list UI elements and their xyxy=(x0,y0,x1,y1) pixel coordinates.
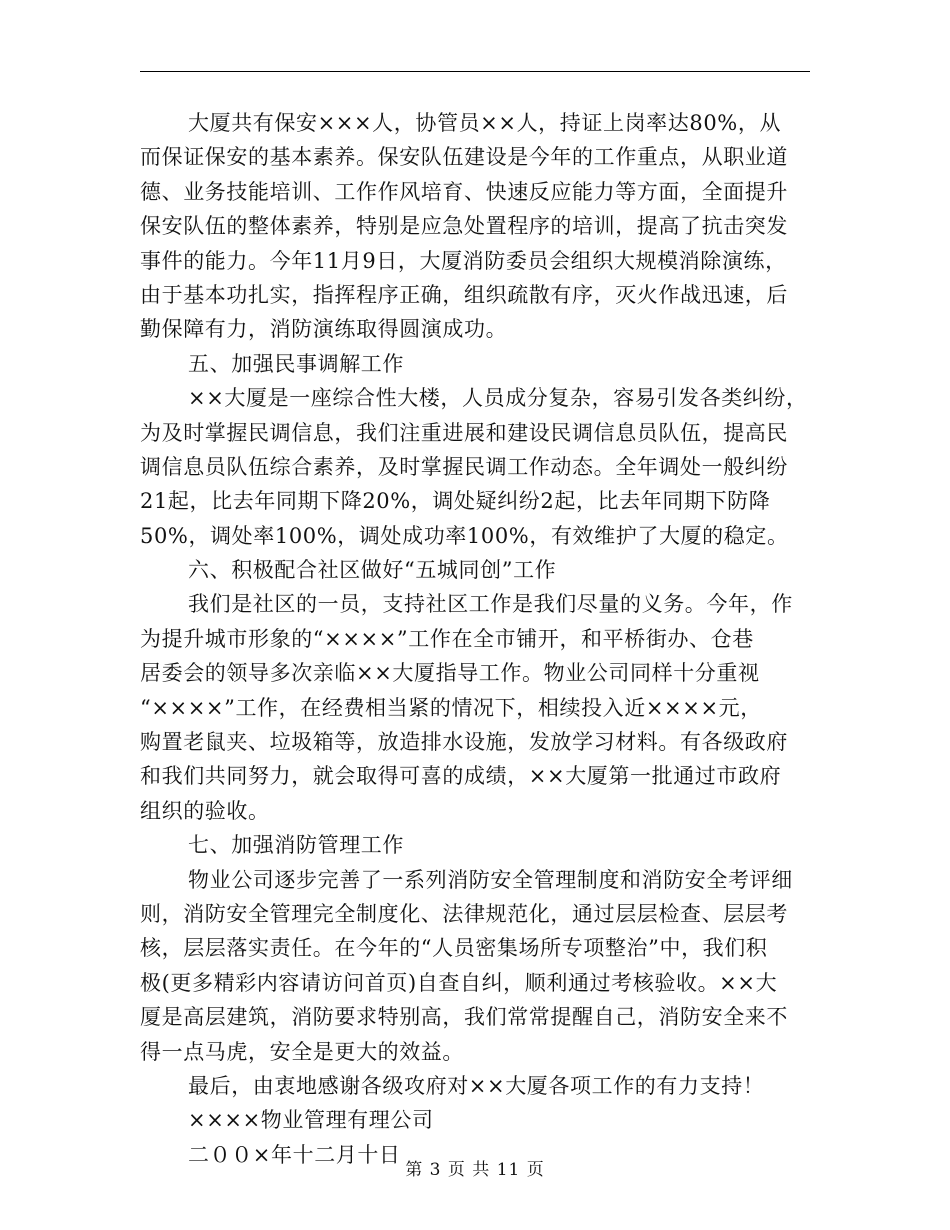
closing-line: 最后，由衷地感谢各级攻府对××大厦各项工作的有力支持！ xyxy=(188,1073,765,1098)
text-line: 厦是高层建筑，消防要求特别高，我们常常提醒自己，消防安全来不 xyxy=(140,1005,788,1030)
text-line: 为及时掌握民调信息，我们注重进展和建设民调信息员队伍，提高民 xyxy=(140,420,788,445)
text-line: 勤保障有力，消防演练取得圆演成功。 xyxy=(140,317,508,342)
text-line: 由于基本功扎实，指挥程序正确，组织疏散有序，灭火作战迅速，后 xyxy=(140,282,788,307)
company-signature: ××××物业管理有理公司 xyxy=(188,1108,434,1133)
text-line: 大厦共有保安×××人，协管员××人，持证上岗率达80%，从 xyxy=(188,111,782,135)
text-line: 事件的能力。今年11月9日，大厦消防委员会组织大规模消除演练， xyxy=(140,248,787,273)
text-line: 核，层层落实责任。在今年的“人员密集场所专项整治”中，我们积 xyxy=(140,936,768,961)
text-line: 物业公司逐步完善了一系列消防安全管理制度和消防安全考评细 xyxy=(188,867,793,892)
text-line: “××××”工作，在经费相当紧的情况下，相续投入近××××元， xyxy=(140,695,762,720)
text-line: 而保证保安的基本素养。保安队伍建设是今年的工作重点，从职业道 xyxy=(140,145,788,170)
section-heading: 七、加强消防管理工作 xyxy=(188,833,404,858)
text-line: 德、业务技能培训、工作作风培育、快速反应能力等方面，全面提升 xyxy=(140,179,788,204)
text-line: 保安队伍的整体素养，特别是应急处置程序的培训，提高了抗击突发 xyxy=(140,214,788,239)
text-line: ××大厦是一座综合性大楼，人员成分复杂，容易引发各类纠纷， xyxy=(188,386,808,411)
section-heading: 六、积极配合社区做好“五城同创”工作 xyxy=(188,558,557,583)
text-line: 购置老鼠夹、垃圾箱等，放造排水设施，发放学习材料。有各级政府 xyxy=(140,730,788,755)
text-line: 为提升城市形象的“××××”工作在全市铺开，和平桥街办、仓巷 xyxy=(140,626,754,651)
text-line: 极(更多精彩内容请访问首页)自查自纠，顺利通过考核验收。××大 xyxy=(140,970,778,995)
document-body xyxy=(140,106,812,1172)
page-number: 第 3 页 共 11 页 xyxy=(405,1160,545,1180)
section-heading: 五、加强民事调解工作 xyxy=(188,351,404,376)
document-date: 二００×年十二月十日 xyxy=(188,1142,401,1167)
text-line: 居委会的领导多次亲临××大厦指导工作。物业公司同样十分重视 xyxy=(140,661,760,686)
text-line: 调信息员队伍综合素养，及时掌握民调工作动态。全年调处一般纠纷 xyxy=(140,454,788,479)
text-line: 50%，调处率100%，调处成功率100%，有效维护了大厦的稳定。 xyxy=(140,523,789,548)
text-line: 21起，比去年同期下降20%，调处疑纠纷2起，比去年同期下防降 xyxy=(140,489,771,514)
text-line: 则，消防安全管理完全制度化、法律规范化，通过层层检查、层层考 xyxy=(140,901,788,926)
header-rule xyxy=(140,71,810,72)
text-line: 和我们共同努力，就会取得可喜的成绩，××大厦第一批通过市政府 xyxy=(140,764,782,789)
text-line: 组织的验收。 xyxy=(140,798,270,823)
text-line: 得一点马虎，安全是更大的效益。 xyxy=(140,1039,464,1064)
text-line: 我们是社区的一员，支持社区工作是我们尽量的义务。今年，作 xyxy=(188,592,793,617)
